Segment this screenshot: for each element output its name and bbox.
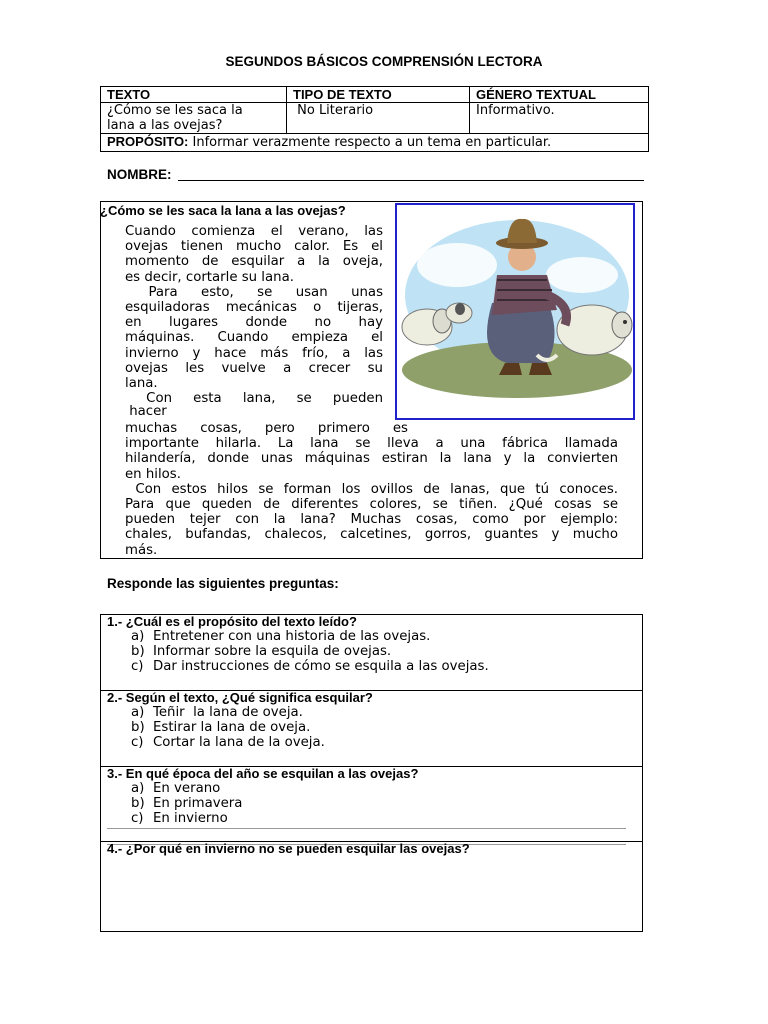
option-text: Informar sobre la esquila de ovejas. <box>153 644 392 659</box>
nombre-line[interactable] <box>178 180 644 181</box>
question-4 <box>107 841 470 856</box>
question-title: 1.- ¿Cuál es el propósito del texto leído? <box>107 614 357 629</box>
reading-paragraph-bottom <box>125 421 618 558</box>
option-text: En verano <box>153 781 221 796</box>
option-letter: c) <box>131 811 144 826</box>
option-a[interactable] <box>107 629 489 644</box>
option-letter: b) <box>131 720 145 735</box>
option-text: Entretener con una historia de las ovejas. <box>153 629 431 644</box>
reading-line: es decir, cortarle su lana. <box>125 269 294 285</box>
reading-line: en hilos. <box>125 466 181 482</box>
question-title: 2.- Según el texto, ¿Qué significa esquilar? <box>107 690 373 705</box>
question-1 <box>107 614 489 674</box>
nombre-label: NOMBRE: <box>107 167 172 182</box>
genero-cell <box>470 103 649 134</box>
answer-line <box>107 828 626 829</box>
question-title: 4.- ¿Por qué en invierno no se pueden esquilar las ovejas? <box>107 841 470 856</box>
reading-line: invierno y hace más frío, a las <box>125 345 383 361</box>
tipo-cell <box>287 103 470 134</box>
option-letter: a) <box>131 705 145 720</box>
reading-line: más. <box>125 542 158 558</box>
reading-line: en lugares donde no hay <box>125 315 383 331</box>
questions-intro: Responde las siguientes preguntas: <box>107 576 339 591</box>
reading-line: muchas cosas, pero primero es <box>125 421 408 436</box>
page-title: SEGUNDOS BÁSICOS COMPRENSIÓN LECTORA <box>225 54 543 69</box>
reading-title: ¿Cómo se les saca la lana a las ovejas? <box>100 203 346 218</box>
option-letter: c) <box>131 735 144 750</box>
option-text: Estirar la lana de oveja. <box>153 720 311 735</box>
reading-line: hilandería, donde unas máquinas estiran la lana y la convierten <box>125 451 618 467</box>
question-title: 3.- En qué época del año se esquilan a las ovejas? <box>107 766 419 781</box>
reading-line: ovejas tienen mucho calor. Es el <box>125 239 383 255</box>
proposito-cell <box>101 134 649 152</box>
texto-cell <box>101 103 287 134</box>
shearing-illustration <box>395 203 635 420</box>
header-tipo: TIPO DE TEXTO <box>287 87 470 103</box>
reading-line: Con esta lana, se pueden <box>125 391 383 407</box>
reading-line: Cuando comienza el verano, las <box>125 224 383 239</box>
reading-line: lana. <box>125 376 158 392</box>
option-letter: b) <box>131 796 145 811</box>
option-c[interactable] <box>107 811 418 826</box>
reading-line: esquiladoras mecánicas o tijeras, <box>125 300 383 316</box>
answer-area[interactable] <box>108 862 634 926</box>
texto-line-2: lana a las ovejas? <box>107 118 223 133</box>
reading-line: pueden tejer con la lana? Muchas cosas, como por ejemplo: <box>125 512 618 528</box>
farmer-shearing-sheep-icon <box>397 205 633 418</box>
info-table <box>100 86 649 152</box>
option-text: En invierno <box>153 811 228 826</box>
reading-line: Con estos hilos se forman los ovillos de lanas, que tú conoces. <box>125 481 618 497</box>
reading-line: Para que queden de diferentes colores, se tiñen. ¿Qué cosas se <box>125 497 618 513</box>
option-b[interactable] <box>107 796 418 811</box>
question-2 <box>107 690 373 750</box>
option-a[interactable] <box>107 781 418 796</box>
option-letter: a) <box>131 629 145 644</box>
genero-value: Informativo. <box>476 103 555 118</box>
option-c[interactable] <box>107 659 489 674</box>
proposito-label: PROPÓSITO: <box>107 134 189 149</box>
option-text: Teñir la lana de oveja. <box>153 705 303 720</box>
question-3 <box>107 766 418 826</box>
option-letter: c) <box>131 659 144 674</box>
reading-line: importante hilarla. La lana se lleva a una fábrica llamada <box>125 436 618 452</box>
option-text: Dar instrucciones de cómo se esquila a las ovejas. <box>153 659 489 674</box>
header-texto: TEXTO <box>101 87 287 103</box>
option-text: En primavera <box>153 796 243 811</box>
option-letter: a) <box>131 781 145 796</box>
proposito-text: Informar verazmente respecto a un tema en particular. <box>192 135 552 150</box>
option-text: Cortar la lana de la oveja. <box>153 735 325 750</box>
texto-line-1: ¿Cómo se les saca la <box>107 103 243 118</box>
reading-paragraph-top <box>125 224 383 418</box>
option-letter: b) <box>131 644 145 659</box>
reading-line: ovejas les vuelve a crecer su <box>125 360 383 376</box>
option-b[interactable] <box>107 720 373 735</box>
option-b[interactable] <box>107 644 489 659</box>
reading-line: máquinas. Cuando empieza el <box>125 330 383 346</box>
option-c[interactable] <box>107 735 373 750</box>
reading-line: momento de esquilar a la oveja, <box>125 254 383 270</box>
header-genero: GÉNERO TEXTUAL <box>470 87 649 103</box>
option-a[interactable] <box>107 705 373 720</box>
reading-line: chales, bufandas, chalecos, calcetines, gorros, guantes y mucho <box>125 527 618 543</box>
reading-line: hacer <box>125 404 167 420</box>
reading-line: Para esto, se usan unas <box>125 284 383 300</box>
tipo-value: No Literario <box>293 103 374 118</box>
